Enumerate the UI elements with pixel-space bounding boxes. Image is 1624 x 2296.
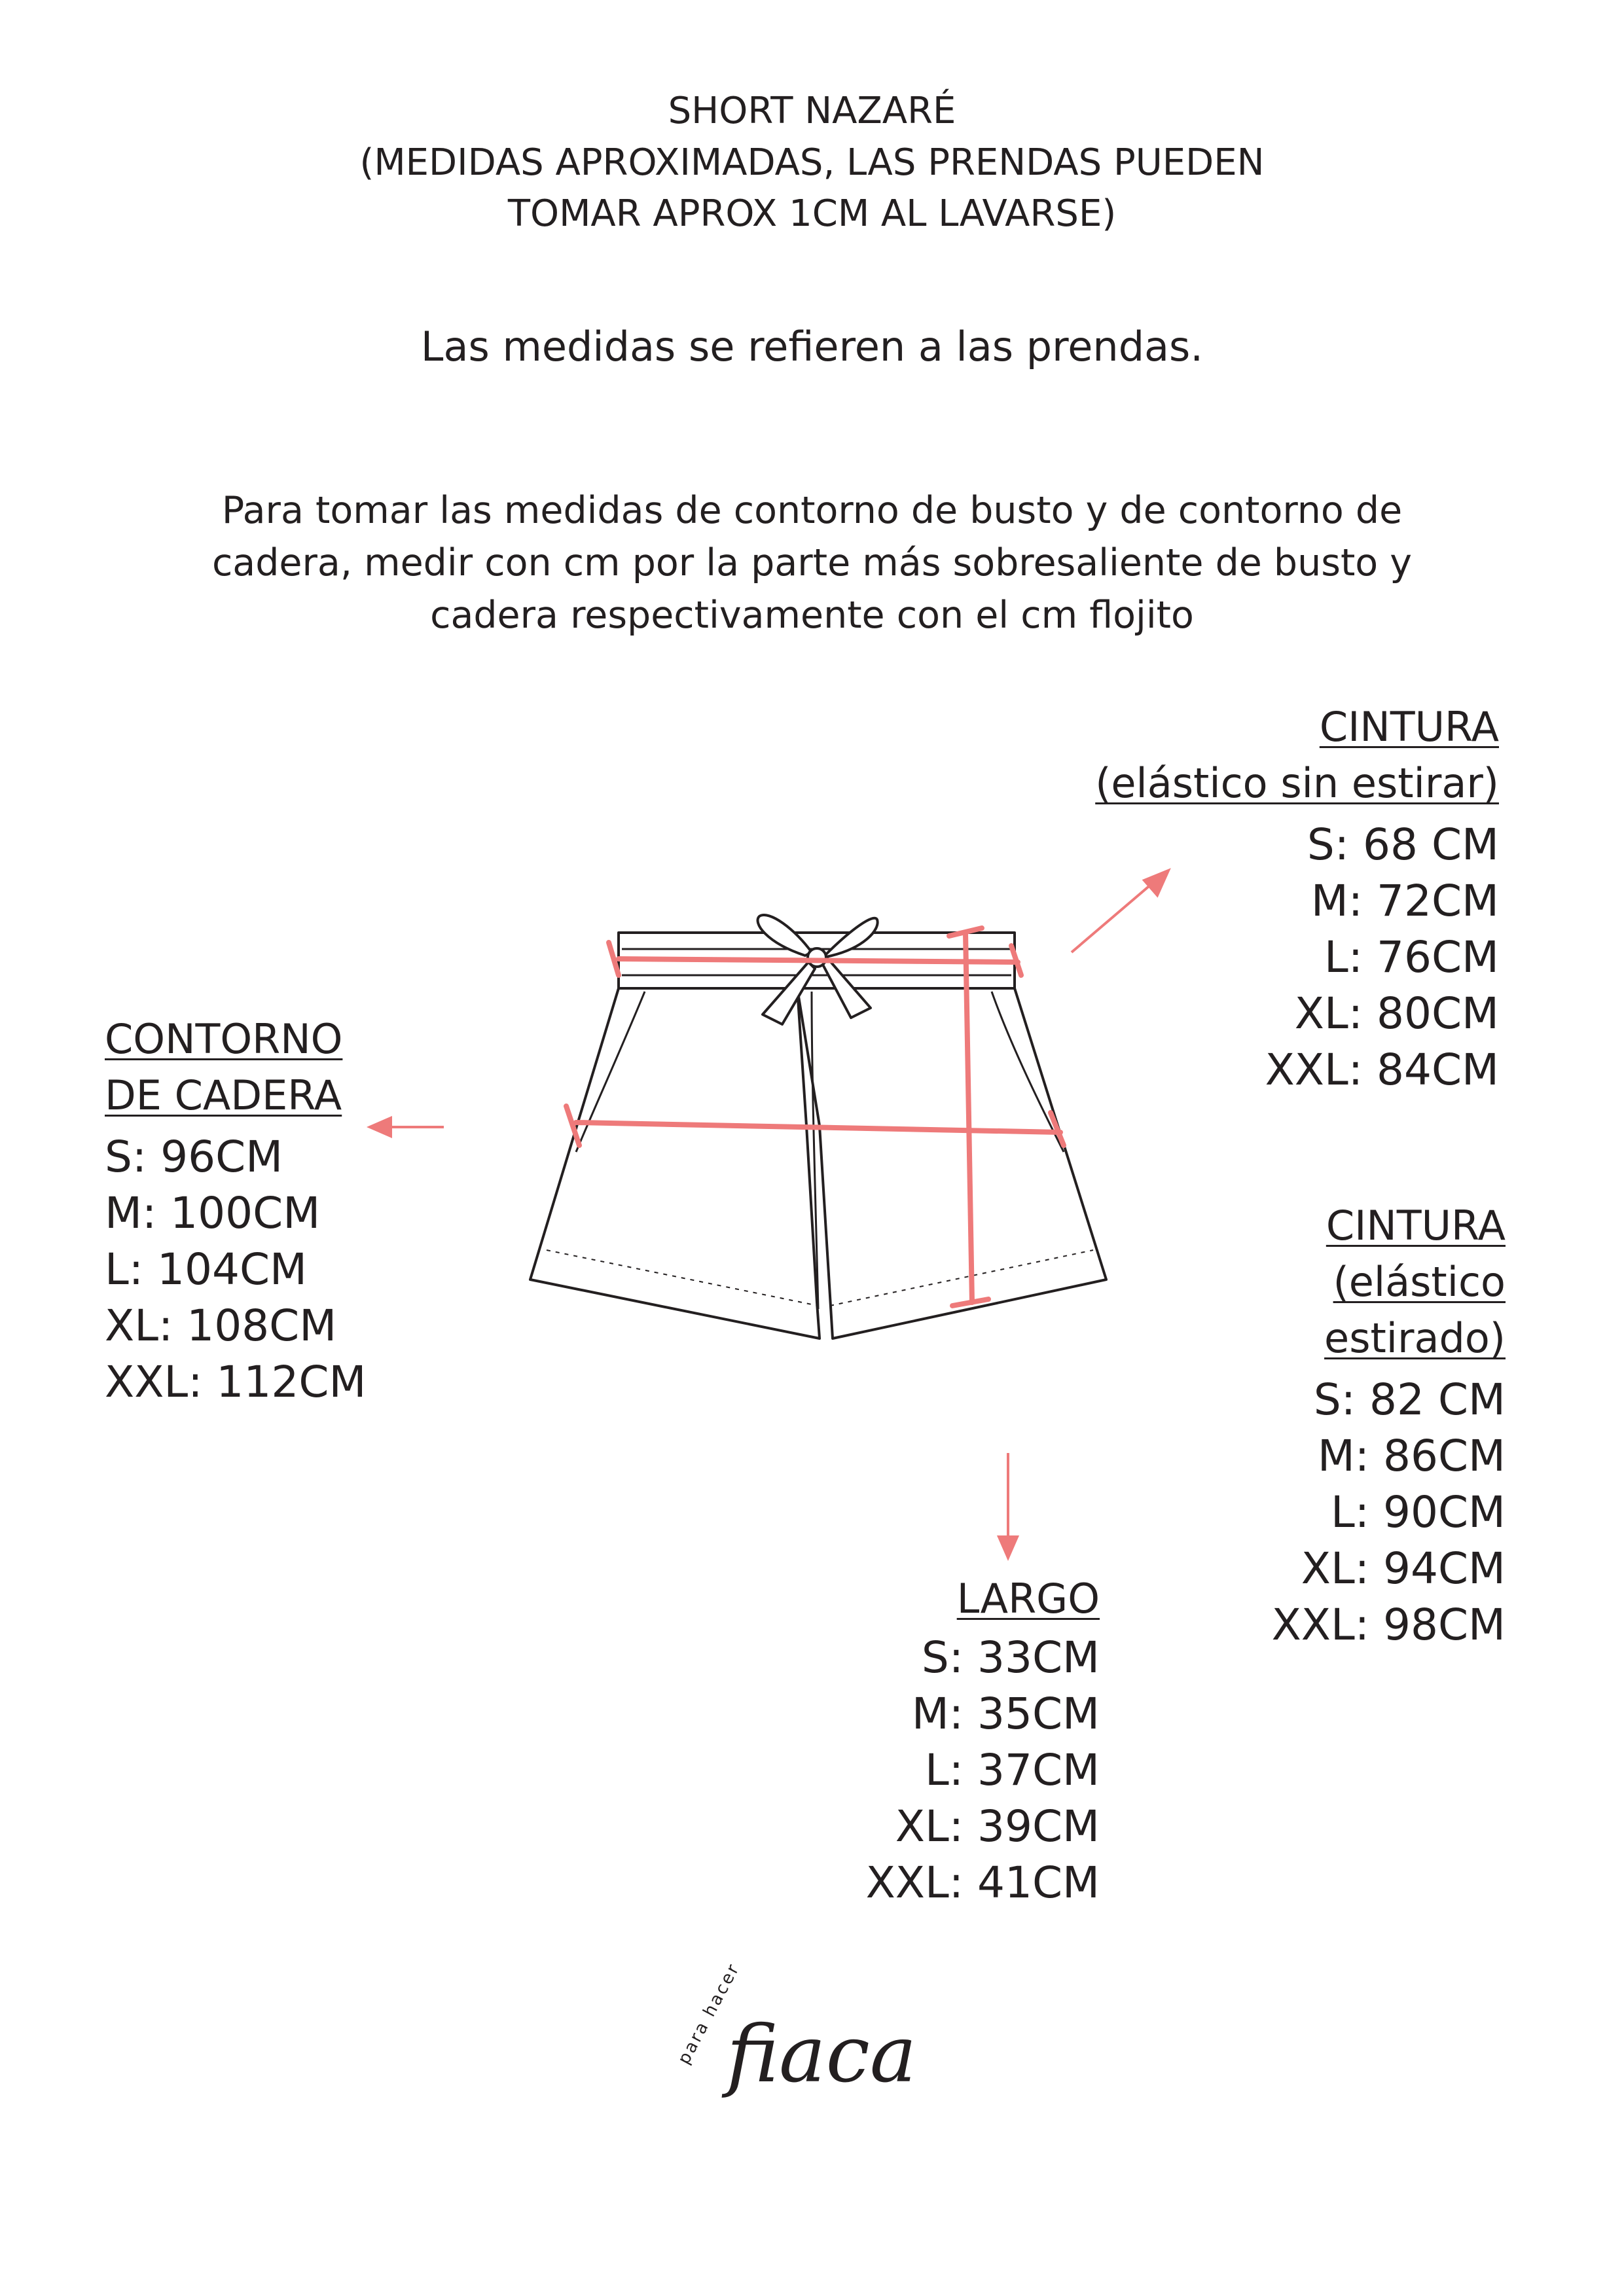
cintura-relaxed-subheading: (elástico sin estirar) (1095, 759, 1499, 807)
contorno-cadera-block (105, 1011, 497, 1410)
instructions-line-2: cadera, medir con cm por la parte más sobresaliente de busto y (211, 541, 1413, 584)
largo-sizes (785, 1630, 1100, 1911)
size-l: L: 37CM (925, 1745, 1100, 1795)
cintura-stretched-block (1113, 1198, 1506, 1653)
page-title: SHORT NAZARÉ (668, 90, 956, 132)
logo-small-text: para hacer (674, 1960, 744, 2068)
size-s: S: 82 CM (1313, 1374, 1506, 1425)
size-s: S: 68 CM (1307, 819, 1499, 870)
cintura-relaxed-heading: CINTURA (1319, 703, 1499, 751)
size-xl: XL: 39CM (895, 1801, 1100, 1852)
contorno-cadera-heading: CONTORNO (105, 1015, 343, 1063)
cintura-stretched-sizes (1113, 1372, 1506, 1653)
size-m: M: 72CM (1310, 876, 1499, 926)
logo-script: fiaca (727, 2009, 917, 2100)
waist-line (619, 959, 1018, 962)
largo-heading: LARGO (956, 1575, 1100, 1623)
brand-logo (668, 1960, 969, 2127)
cintura-stretched-subheading-1: (elástico (1333, 1258, 1506, 1306)
size-xl: XL: 108CM (105, 1300, 337, 1351)
contorno-cadera-sizes (105, 1129, 497, 1410)
size-l: L: 76CM (1324, 932, 1499, 982)
size-m: M: 86CM (1317, 1431, 1506, 1481)
size-xxl: XXL: 41CM (865, 1857, 1100, 1908)
wash-note-line-1: (MEDIDAS APROXIMADAS, LAS PRENDAS PUEDEN (359, 141, 1265, 184)
size-xxl: XXL: 84CM (1265, 1045, 1499, 1095)
size-m: M: 35CM (911, 1689, 1100, 1739)
size-s: S: 33CM (921, 1632, 1100, 1683)
size-xxl: XXL: 112CM (105, 1357, 367, 1407)
size-s: S: 96CM (105, 1132, 283, 1182)
cintura-stretched-subheading-2: estirado) (1324, 1314, 1506, 1362)
size-l: L: 90CM (1331, 1487, 1506, 1537)
size-l: L: 104CM (105, 1244, 307, 1295)
contorno-cadera-subheading: DE CADERA (105, 1071, 342, 1119)
size-xxl: XXL: 98CM (1271, 1600, 1506, 1650)
wash-note-line-2: TOMAR APROX 1CM AL LAVARSE) (507, 192, 1117, 235)
instructions-line-1: Para tomar las medidas de contorno de busto y de contorno de (221, 489, 1403, 532)
left-leg (530, 988, 820, 1338)
size-m: M: 100CM (105, 1188, 321, 1238)
largo-block (785, 1571, 1100, 1911)
cintura-relaxed-sizes (982, 817, 1499, 1098)
cintura-stretched-heading: CINTURA (1326, 1202, 1506, 1249)
subtitle: Las medidas se refieren a las prendas. (420, 323, 1204, 370)
instructions-line-3: cadera respectivamente con el cm flojito (430, 594, 1194, 637)
size-xl: XL: 80CM (1294, 988, 1499, 1039)
cintura-relaxed-block (982, 699, 1499, 1098)
size-xl: XL: 94CM (1301, 1543, 1506, 1594)
